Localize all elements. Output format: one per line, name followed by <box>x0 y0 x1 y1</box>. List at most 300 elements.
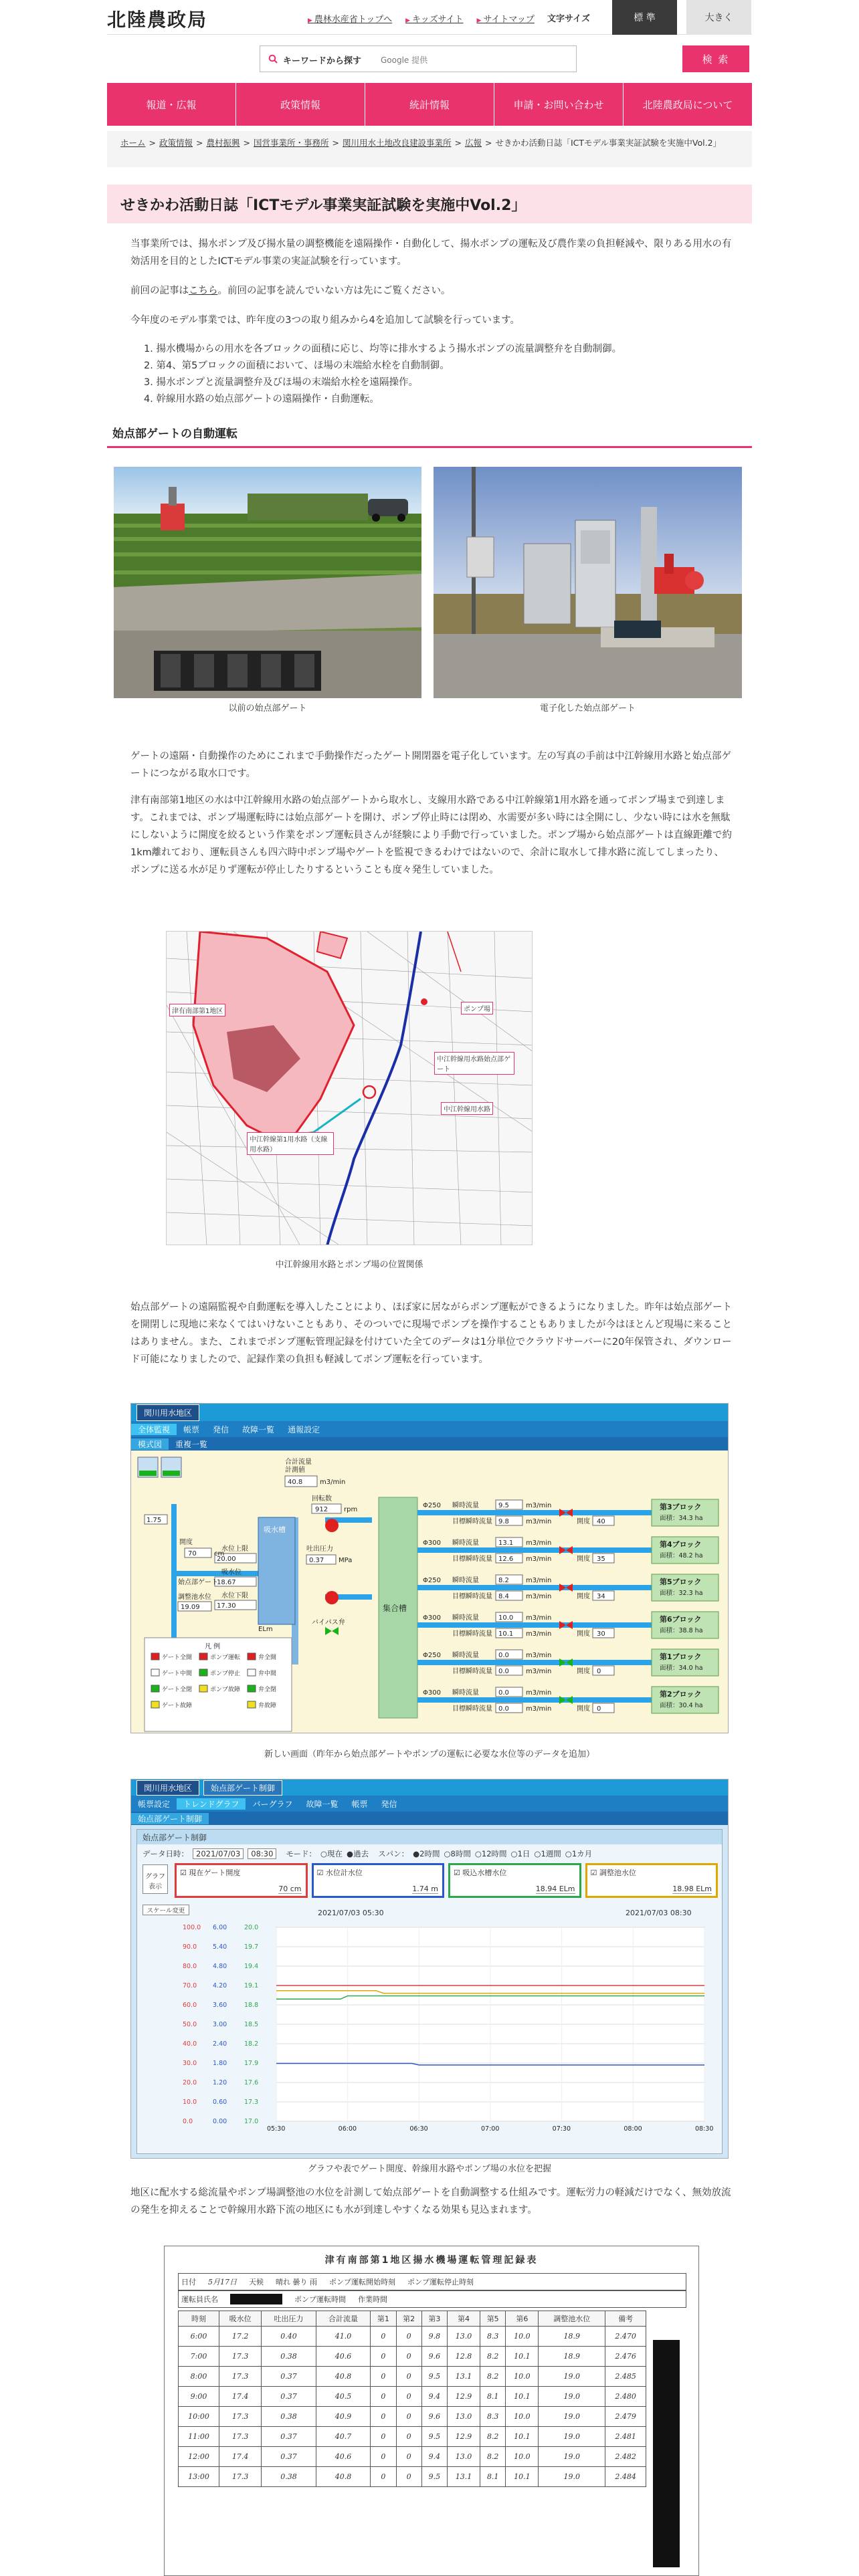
ytick-level: 5.40 <box>213 1943 227 1951</box>
log-cell: 2.482 <box>605 2447 646 2467</box>
monitor1-area: 関川用水地区 <box>136 1404 199 1421</box>
log-cell: 0 <box>371 2347 396 2367</box>
ytick-elev: 17.9 <box>244 2060 259 2067</box>
log-cell: 40.6 <box>316 2447 371 2467</box>
rpm-unit: rpm <box>344 1506 358 1513</box>
log-redaction <box>653 2340 680 2567</box>
log-header-cell: 第6 <box>506 2311 539 2327</box>
date-field[interactable]: 2021/07/03 <box>193 1848 244 1859</box>
log-cell: 10.1 <box>506 2387 539 2407</box>
plan-item: 1. 揚水機場からの用水を各ブロックの面積に応じ、均等に排水するよう揚水ポンプの流量調整弁を自動制御。 <box>144 344 622 354</box>
target-flow-value: 0.0 <box>498 1705 509 1713</box>
log-cell: 17.3 <box>219 2427 262 2447</box>
log-cell: 2.485 <box>605 2367 646 2387</box>
site-header <box>107 0 752 35</box>
monitor1-titlebar <box>131 1404 728 1421</box>
search-box <box>260 45 577 72</box>
plan-list <box>144 341 733 408</box>
log-operator-redacted: 運転員の氏名 <box>230 2294 282 2304</box>
monitor2-tab-trend[interactable]: トレンドグラフ <box>177 1798 246 1810</box>
inst-flow-unit: m3/min <box>526 1689 552 1697</box>
log-header-cell: 吐出圧力 <box>262 2311 316 2327</box>
inst-flow-unit: m3/min <box>526 1577 552 1584</box>
breadcrumb: ホーム > 政策情報 > 農村振興 > 国営事業所・事務所 > 関川用水土地改良建設事業所 > 広報 > せきかわ活動日誌「ICTモデル事業実証試験を実施中Vol.2」 <box>107 131 752 167</box>
xtick: 06:30 <box>409 2125 428 2133</box>
log-runtime-label: ポンプ運転時間 <box>294 2295 346 2304</box>
span-1d-label: 1日 <box>517 1849 531 1858</box>
block-pipe <box>417 1547 672 1553</box>
search-icon <box>268 54 278 64</box>
log-cell: 40.5 <box>316 2387 371 2407</box>
ytick-elev: 20.0 <box>244 1924 259 1931</box>
log-row <box>179 2447 646 2467</box>
open-box <box>593 1666 614 1675</box>
header-links <box>308 12 535 25</box>
log-cell: 40.9 <box>316 2407 371 2427</box>
nav-about[interactable]: 北陸農政局について <box>642 98 733 111</box>
level-low-value: 17.30 <box>217 1602 236 1610</box>
level-unit: ELm <box>258 1626 273 1633</box>
log-cell: 7:00 <box>179 2347 219 2367</box>
target-flow-label: 目標瞬時流量 <box>452 1668 492 1675</box>
log-header-cell: 第3 <box>421 2311 447 2327</box>
target-flow-label: 目標瞬時流量 <box>452 1630 492 1638</box>
legend-item: 弁中間 <box>258 1671 277 1677</box>
inst-flow-label: 瞬時流量 <box>452 1614 479 1622</box>
log-cell: 0.37 <box>262 2367 316 2387</box>
breadcrumb-pr[interactable]: 広報 <box>465 138 482 148</box>
monitor1-tab-overview[interactable]: 全体監視 <box>131 1424 177 1435</box>
flow-value: 40.8 <box>288 1479 303 1486</box>
level-high-value: 20.00 <box>217 1555 236 1563</box>
open-label: 開度 <box>577 1555 590 1563</box>
inst-flow-label: 瞬時流量 <box>452 1689 479 1697</box>
series-boxes <box>175 1863 718 1898</box>
target-flow-unit: m3/min <box>526 1593 552 1600</box>
log-header-cell: 吸水位 <box>219 2311 262 2327</box>
log-cell: 0.40 <box>262 2327 316 2347</box>
monitor1-tab-notify[interactable]: 通報設定 <box>288 1424 320 1434</box>
pump2-running-icon <box>325 1591 339 1604</box>
open-label: 開度 <box>577 1668 590 1675</box>
span-1m-label: 1カ月 <box>571 1849 593 1858</box>
monitor1-subtab-diagram[interactable]: 模式図 <box>131 1438 169 1450</box>
log-cell: 0 <box>371 2367 396 2387</box>
target-flow-value: 0.0 <box>498 1668 509 1675</box>
open-label: 開度 <box>577 1518 590 1525</box>
block-pipe <box>417 1697 672 1703</box>
log-header-cell: 第2 <box>396 2311 421 2327</box>
log-cell: 0.37 <box>262 2387 316 2407</box>
log-date-label: 日付 <box>181 2278 196 2286</box>
nav-policy[interactable]: 政策情報 <box>236 83 365 126</box>
tank-label: 吸水槽 <box>264 1525 286 1534</box>
log-header-cell: 第5 <box>480 2311 506 2327</box>
inst-flow-unit: m3/min <box>526 1502 552 1509</box>
ytick-gate: 60.0 <box>183 2002 197 2009</box>
nav-statistics[interactable]: 統計情報 <box>365 83 494 126</box>
log-cell: 19.0 <box>539 2407 605 2427</box>
inst-flow-value: 10.0 <box>498 1614 514 1622</box>
target-flow-unit: m3/min <box>526 1630 552 1638</box>
valve-icon <box>559 1546 566 1554</box>
nav-press[interactable]: 報道・広報 <box>107 83 236 126</box>
mode-past-radio[interactable]: ●過去 <box>347 1849 369 1858</box>
monitor2-tab-send[interactable]: 発信 <box>381 1799 397 1809</box>
block-area: 面積：48.2 ha <box>660 1552 703 1560</box>
mode-past-label: 過去 <box>353 1849 369 1858</box>
target-flow-label: 目標瞬時流量 <box>452 1593 492 1600</box>
merge-tank-label: 集合槽 <box>383 1604 407 1613</box>
log-title: 津有南部第1地区揚水機場運転管理記録表 <box>324 2255 539 2266</box>
xtick: 08:00 <box>624 2125 642 2133</box>
font-size-large-button[interactable]: 大きく <box>686 0 751 35</box>
legend-swatch <box>248 1669 256 1676</box>
span-8h[interactable]: ○8時間 <box>444 1849 471 1858</box>
bypass-label: バイパス弁 <box>312 1619 345 1626</box>
photo-new-caption: 電子化した始点部ゲート <box>539 704 636 714</box>
monitor2-subbar <box>131 1812 728 1825</box>
font-size-label: 文字サイズ <box>547 14 590 24</box>
monitor1-tab-report[interactable]: 帳票 <box>183 1424 200 1434</box>
block-name: 第1ブロック <box>660 1652 702 1661</box>
series-value: 70 cm <box>278 1885 302 1893</box>
graph-display-button[interactable]: グラフ表示 <box>142 1864 168 1894</box>
xtick: 07:30 <box>552 2125 571 2133</box>
log-cell: 2.479 <box>605 2407 646 2427</box>
monitor2-panel <box>136 1829 723 2154</box>
breadcrumb-rural[interactable]: 農村振興 <box>206 138 240 148</box>
log-cell: 9.4 <box>421 2387 447 2407</box>
pressure-label: 吐出圧力 <box>306 1545 333 1553</box>
breadcrumb-policy[interactable]: 政策情報 <box>159 138 193 148</box>
inst-flow-value: 9.5 <box>498 1502 509 1509</box>
log-cell: 13:00 <box>179 2467 219 2487</box>
site-logo[interactable]: 北陸農政局 <box>107 9 208 31</box>
open-label: 開度 <box>577 1705 590 1713</box>
ytick-level: 3.00 <box>213 2021 227 2028</box>
time-field[interactable]: 08:30 <box>248 1848 276 1859</box>
log-cell: 17.2 <box>219 2327 262 2347</box>
span-1d[interactable]: ○1日 <box>510 1849 531 1858</box>
breadcrumb-home[interactable]: ホーム <box>120 138 146 148</box>
span-2h[interactable]: ●2時間 <box>413 1849 440 1858</box>
valve-icon <box>566 1621 573 1629</box>
log-cell: 8:00 <box>179 2367 219 2387</box>
log-cell: 2.470 <box>605 2327 646 2347</box>
log-cell: 18.9 <box>539 2327 605 2347</box>
monitor2-tab-report[interactable]: 帳票 <box>351 1799 368 1809</box>
flow-unit: m3/min <box>320 1479 346 1486</box>
log-cell: 12.9 <box>448 2427 480 2447</box>
monitor1-tabs <box>131 1421 728 1437</box>
ytick-gate: 40.0 <box>183 2040 197 2048</box>
log-cell: 17.3 <box>219 2367 262 2387</box>
log-header-cell: 時刻 <box>179 2311 219 2327</box>
log-row <box>179 2367 646 2387</box>
log-cell: 12:00 <box>179 2447 219 2467</box>
log-cell: 10.1 <box>506 2427 539 2447</box>
flow-label2: 計測値 <box>285 1467 305 1474</box>
map-label-branch-canal: 中江幹線第1用水路（支線用水路） <box>247 1132 334 1155</box>
log-stop-label: ポンプ運転停止時刻 <box>407 2278 474 2286</box>
series-box[interactable] <box>585 1863 719 1898</box>
monitor2-subtab[interactable]: 始点部ゲート制御 <box>131 1813 209 1824</box>
log-row <box>179 2427 646 2447</box>
operation-log-sheet <box>164 2246 699 2576</box>
log-cell: 10:00 <box>179 2407 219 2427</box>
legend-item: ゲート中間 <box>162 1671 193 1677</box>
log-cell: 10.1 <box>506 2347 539 2367</box>
legend-swatch <box>151 1701 159 1708</box>
ytick-elev: 18.5 <box>244 2021 259 2028</box>
ytick-elev: 18.2 <box>244 2040 259 2048</box>
ytick-elev: 19.4 <box>244 1963 259 1970</box>
block-size: Φ300 <box>423 1614 441 1622</box>
log-cell: 40.8 <box>316 2467 371 2487</box>
target-flow-value: 8.4 <box>498 1593 509 1600</box>
gate-label: 始点部ゲート <box>178 1579 218 1586</box>
log-cell: 0 <box>371 2447 396 2467</box>
search-input[interactable] <box>371 46 571 72</box>
monitor2-tab-bar[interactable]: バーグラフ <box>252 1799 293 1809</box>
valve-icon <box>559 1658 566 1667</box>
span-1m[interactable]: ○1カ月 <box>565 1849 593 1858</box>
log-row <box>179 2407 646 2427</box>
target-flow-value: 10.1 <box>498 1630 514 1638</box>
opening-unit: cm <box>214 1550 225 1558</box>
legend-item: ポンプ故障 <box>210 1687 241 1693</box>
series-name: ☑ 現在ゲート開度 <box>180 1868 241 1877</box>
effect-paragraph: 地区に配水する総流量やポンプ場調整池の水位を計測して始点部ゲートを自動調整する仕組みです。運転労力の軽減だけでなく、無効放流の発生を抑えることで幹線用水路下流の地区にも水が到達しやすくなる効果も見込まれます。 <box>130 2187 731 2216</box>
log-cell: 9.6 <box>421 2347 447 2367</box>
log-cell: 40.8 <box>316 2367 371 2387</box>
target-flow-value: 12.6 <box>498 1555 514 1563</box>
log-cell: 8.3 <box>480 2407 506 2427</box>
log-cell: 9:00 <box>179 2387 219 2407</box>
open-value: 30 <box>597 1630 605 1638</box>
breadcrumb-offices[interactable]: 国営事業所・事務所 <box>254 138 329 148</box>
pressure-value: 0.37 <box>309 1557 324 1564</box>
page-title: せきかわ活動日誌「ICTモデル事業実証試験を実施中Vol.2」 <box>107 185 752 223</box>
prev-note-pre: 前回の記事は <box>130 286 189 296</box>
block-area: 面積：34.0 ha <box>660 1665 703 1672</box>
ytick-gate: 80.0 <box>183 1963 197 1970</box>
series-box[interactable] <box>448 1863 581 1898</box>
ytick-gate: 10.0 <box>183 2099 197 2106</box>
log-header-row <box>179 2311 646 2327</box>
breadcrumb-sekikawa-office[interactable]: 関川用水土地改良建設事業所 <box>343 138 452 148</box>
ytick-gate: 30.0 <box>183 2060 197 2067</box>
monitor1-tab-send[interactable]: 発信 <box>213 1424 229 1434</box>
target-flow-unit: m3/min <box>526 1705 552 1713</box>
log-row2 <box>178 2290 686 2308</box>
block-area: 面積：38.8 ha <box>660 1627 703 1634</box>
plan-item: 3. 揚水ポンプと流量調整弁及びほ場の末端給水栓を遠隔操作。 <box>144 377 418 388</box>
log-header-cell: 第4 <box>448 2311 480 2327</box>
legend-item: ゲート全閉 <box>162 1687 193 1693</box>
target-label: 調整池水位 <box>178 1594 211 1601</box>
monitor-screen-overview <box>130 1403 729 1733</box>
monitor2-tab-settings[interactable]: 帳票設定 <box>138 1799 171 1809</box>
monitor1-tab-faults[interactable]: 故障一覧 <box>242 1424 275 1434</box>
block-name: 第4ブロック <box>660 1540 702 1549</box>
valve-icon <box>566 1584 573 1592</box>
ytick-elev: 18.8 <box>244 2002 259 2009</box>
location-map <box>166 931 533 1245</box>
legend-swatch <box>151 1669 159 1676</box>
log-cell: 13.0 <box>448 2447 480 2467</box>
inst-flow-unit: m3/min <box>526 1652 552 1659</box>
map-caption: 中江幹線用水路とポンプ場の位置関係 <box>275 1260 423 1270</box>
trend-graph <box>142 1921 718 2148</box>
log-cell: 2.481 <box>605 2427 646 2447</box>
legend-swatch <box>248 1701 256 1708</box>
series-name: ☑ 吸込水槽水位 <box>454 1868 507 1877</box>
log-cell: 0 <box>396 2447 421 2467</box>
log-cell: 13.1 <box>448 2367 480 2387</box>
monitor-screen-gate-control <box>130 1779 729 2159</box>
log-weather-label: 天候 <box>249 2278 264 2286</box>
log-cell: 17.3 <box>219 2467 262 2487</box>
mode-now-radio[interactable]: ○現在 <box>320 1849 343 1858</box>
ytick-elev: 17.6 <box>244 2079 259 2086</box>
monitor2-tab-faults[interactable]: 故障一覧 <box>306 1799 339 1809</box>
span-12h-label: 12時間 <box>481 1849 507 1858</box>
log-cell: 13.0 <box>448 2327 480 2347</box>
global-nav <box>107 83 752 126</box>
log-cell: 17.4 <box>219 2447 262 2467</box>
span-12h[interactable]: ○12時間 <box>474 1849 507 1858</box>
log-date-value: 5月17日 <box>208 2278 237 2286</box>
legend-item: ポンプ停止 <box>210 1671 241 1677</box>
map-label-start-gate: 中江幹線用水路始点部ゲート <box>434 1052 514 1075</box>
log-start-label: ポンプ運転開始時刻 <box>329 2278 395 2286</box>
log-cell: 0 <box>371 2427 396 2447</box>
log-cell: 8.3 <box>480 2327 506 2347</box>
log-header-cell: 第1 <box>371 2311 396 2327</box>
log-cell: 0 <box>396 2427 421 2447</box>
log-cell: 12.8 <box>448 2347 480 2367</box>
log-cell: 0 <box>396 2347 421 2367</box>
log-cell: 19.0 <box>539 2447 605 2467</box>
log-cell: 19.0 <box>539 2367 605 2387</box>
log-row <box>179 2347 646 2367</box>
series-name: ☑ 水位計水位 <box>316 1868 363 1877</box>
prev-note-post: 。前回の記事を読んでいない方は先にご覧ください。 <box>217 286 451 296</box>
valve-icon <box>566 1658 573 1667</box>
monitor1-subtab-dup[interactable]: 重複一覧 <box>175 1439 208 1449</box>
link-sitemap[interactable]: ▶ サイトマップ <box>477 12 535 25</box>
ytick-level: 3.60 <box>213 2002 227 2009</box>
legend-swatch <box>199 1685 207 1692</box>
span-2h-label: 2時間 <box>419 1849 440 1858</box>
target-flow-label: 目標瞬時流量 <box>452 1705 492 1713</box>
legend-item: 弁故障 <box>258 1703 277 1709</box>
legend-item: 弁全閉 <box>258 1687 277 1693</box>
series-name: ☑ 調整池水位 <box>590 1868 636 1877</box>
span-1w[interactable]: ○1週間 <box>534 1849 561 1858</box>
log-row <box>179 2327 646 2347</box>
log-cell: 0 <box>371 2327 396 2347</box>
pump1-running-icon <box>325 1519 339 1532</box>
ytick-level: 0.60 <box>213 2099 227 2106</box>
xtick: 06:00 <box>338 2125 357 2133</box>
monitor2-caption: グラフや表でゲート開度、幹線用水路やポンプ場の水位を把握 <box>307 2164 551 2174</box>
log-cell: 9.5 <box>421 2467 447 2487</box>
search-button[interactable]: 検 索 <box>682 45 749 72</box>
log-cell: 0.38 <box>262 2467 316 2487</box>
target-flow-label: 目標瞬時流量 <box>452 1555 492 1563</box>
block-area: 面積：32.3 ha <box>660 1590 703 1597</box>
log-row <box>179 2387 646 2407</box>
span-8h-label: 8時間 <box>450 1849 471 1858</box>
log-cell: 6:00 <box>179 2327 219 2347</box>
level-low-label: 水位下限 <box>221 1592 248 1600</box>
monitor1-subtabs <box>131 1437 728 1451</box>
valve-icon <box>566 1546 573 1554</box>
link-maff-top[interactable]: ▶ 農林水産省トップへ <box>308 12 392 25</box>
plan-item: 2. 第4、第5ブロックの面積において、ほ場の末端給水栓を自動制御。 <box>144 360 450 371</box>
map-label-pump-station: ポンプ場 <box>461 1002 493 1014</box>
log-cell: 0.37 <box>262 2447 316 2467</box>
inst-flow-label: 瞬時流量 <box>452 1539 479 1547</box>
block-size: Φ300 <box>423 1539 441 1547</box>
monitor1-caption: 新しい画面（昨年から始点部ゲートやポンプの運転に必要な水位等のデータを追加） <box>264 1749 595 1759</box>
level-now-label: 吸水位 <box>221 1569 242 1576</box>
log-cell: 9.4 <box>421 2447 447 2467</box>
log-cell: 0 <box>396 2467 421 2487</box>
log-cell: 41.0 <box>316 2327 371 2347</box>
log-cell: 10.0 <box>506 2407 539 2427</box>
nav-application[interactable]: 申請・お問い合わせ <box>494 83 624 126</box>
remote-paragraph: 始点部ゲートの遠隔監視や自動運転を導入したことにより、ほぼ家に居ながらポンプ運転ができるようになりました。昨年は始点部ゲートを開閉しに現地に来なくてはいけないこともあり、そのついでに現場でポンプを操作することもありましたが今はほとんど現場に来ることはありません。また、これまでポンプ運転管理記録を付けていた全てのデータは1分単位でクラウドサーバーに20年保管され、ダウンロード可能になりましたので、記録作業の負担も軽減してポンプ運転を行っています。 <box>130 1302 732 1365</box>
previous-article-link[interactable]: こちら <box>189 286 218 296</box>
block-pipe <box>417 1510 672 1515</box>
legend-item: ゲート全開 <box>162 1654 193 1661</box>
scale-change-button[interactable]: スケール変更 <box>142 1905 189 1915</box>
series-box[interactable] <box>312 1863 445 1898</box>
log-cell: 2.480 <box>605 2387 646 2407</box>
log-cell: 10.0 <box>506 2327 539 2347</box>
xtick: 05:30 <box>267 2125 286 2133</box>
log-cell: 40.6 <box>316 2347 371 2367</box>
block-size: Φ250 <box>423 1502 441 1509</box>
legend-item: ゲート故障 <box>162 1703 193 1709</box>
log-cell: 0.37 <box>262 2427 316 2447</box>
photo-old-gate <box>114 467 421 698</box>
breadcrumb-current: せきかわ活動日誌「ICTモデル事業実証試験を実施中Vol.2」 <box>495 138 722 148</box>
open-label: 開度 <box>577 1630 590 1638</box>
ytick-elev: 17.0 <box>244 2118 259 2125</box>
target-flow-unit: m3/min <box>526 1518 552 1525</box>
ytick-gate: 50.0 <box>183 2021 197 2028</box>
block-area: 面積：34.3 ha <box>660 1515 703 1522</box>
series-box[interactable] <box>175 1863 308 1898</box>
valve-icon <box>566 1696 573 1704</box>
link-kids[interactable]: ▶ キッズサイト <box>405 12 463 25</box>
series-value: 1.74 m <box>412 1885 438 1893</box>
font-size-standard-button[interactable]: 標 準 <box>612 0 677 35</box>
legend-swatch <box>199 1669 207 1676</box>
inst-flow-value: 13.1 <box>498 1539 514 1547</box>
monitor2-screen-tab[interactable]: 始点部ゲート制御 <box>203 1780 282 1796</box>
year-note: 今年度のモデル事業では、昨年度の3つの取り組みから4を追加して試験を行っています。 <box>130 315 520 326</box>
inst-flow-value: 0.0 <box>498 1652 509 1659</box>
log-cell: 2.484 <box>605 2467 646 2487</box>
log-cell: 10.0 <box>506 2367 539 2387</box>
log-cell: 9.5 <box>421 2367 447 2387</box>
